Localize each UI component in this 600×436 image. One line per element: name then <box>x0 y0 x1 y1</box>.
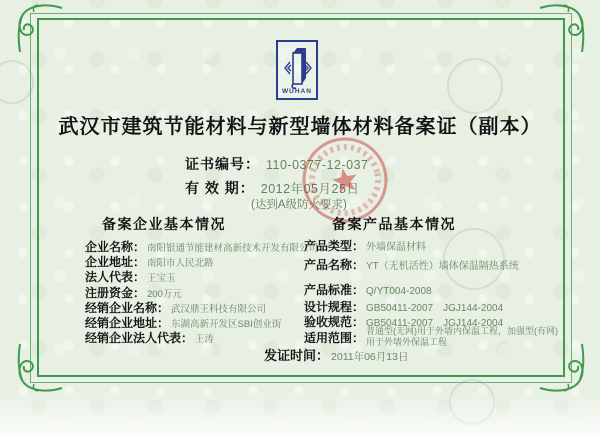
field-label: 适用范围： <box>304 330 365 345</box>
product-type-row <box>304 237 426 254</box>
field-value: 王涛 <box>195 334 215 345</box>
field-value: 南阳银通节能建材高新技术开发有限公司 <box>147 243 319 254</box>
legal-representative-row <box>85 268 176 285</box>
field-value: 南阳市人民北路 <box>147 258 214 269</box>
stamp-star-icon <box>330 166 359 194</box>
issue-date-row <box>264 345 408 364</box>
field-label: 经销企业地址： <box>85 316 170 330</box>
field-value: GB50411-2007 JGJ144-2004 <box>366 303 504 314</box>
issue-date-value: 2011年06月13日 <box>331 351 409 363</box>
cert-number-label: 证书编号： <box>185 156 260 172</box>
validity-value: 2012年05月25日 <box>260 182 360 196</box>
corner-flourish-top-left <box>12 2 64 54</box>
field-label: 设计规程： <box>304 300 365 314</box>
field-value: GB50411-2007 JGJ144-2004 <box>366 318 504 329</box>
field-value: 东湖高新开发区SBI创业街 <box>171 319 282 330</box>
ghost-seal-watermark <box>447 58 503 114</box>
field-label: 产品类型： <box>304 239 365 253</box>
field-value: 外墙保温材料 <box>366 242 427 253</box>
field-label: 经销企业名称： <box>85 301 170 315</box>
logo-wordmark: WUHAN <box>282 88 312 95</box>
corner-flourish-bottom-right <box>538 342 590 394</box>
wuhan-logo <box>276 40 318 100</box>
ghost-seal-watermark <box>449 379 495 425</box>
field-label: 注册资金： <box>85 286 146 300</box>
field-label: 企业名称： <box>85 240 146 254</box>
field-label: 产品名称： <box>304 258 365 272</box>
product-section-header: 备案产品基本情况 <box>332 216 456 232</box>
distributor-representative-row <box>85 329 214 346</box>
field-value: 普通型(无网)用于外墙内保温工程，加强型(有网)用于外墙外保温工程 <box>366 326 559 347</box>
cert-number-value: 110-0377-12-037 <box>266 158 369 172</box>
field-value: 武汉鼎王科技有限公司 <box>171 304 267 315</box>
ghost-seal-watermark <box>0 60 34 104</box>
field-label: 法人代表： <box>85 270 146 284</box>
field-value: 王宝玉 <box>147 273 176 284</box>
field-value: YT（无机活性）墙体保温隔热系统 <box>366 261 519 272</box>
field-label: 企业地址： <box>85 255 146 269</box>
field-label: 经销企业法人代表： <box>85 331 194 345</box>
field-value: 200万元 <box>147 289 182 300</box>
product-standard-row <box>304 281 432 298</box>
field-label: 产品标准： <box>304 283 365 297</box>
fire-rating-note: (达到A级防火要求) <box>251 199 347 211</box>
field-label: 验收规范： <box>304 315 365 329</box>
validity-label: 有 效 期： <box>185 180 255 196</box>
corner-flourish-bottom-left <box>12 342 64 394</box>
certificate-title: 武汉市建筑节能材料与新型墙体材料备案证（副本） <box>58 116 542 138</box>
enterprise-section-header: 备案企业基本情况 <box>102 216 226 232</box>
product-name-row <box>304 256 519 273</box>
field-value: Q/YT004-2008 <box>366 286 432 297</box>
bottom-fade <box>0 390 600 436</box>
issue-date-label: 发证时间： <box>264 348 330 363</box>
corner-flourish-top-right <box>538 2 590 54</box>
